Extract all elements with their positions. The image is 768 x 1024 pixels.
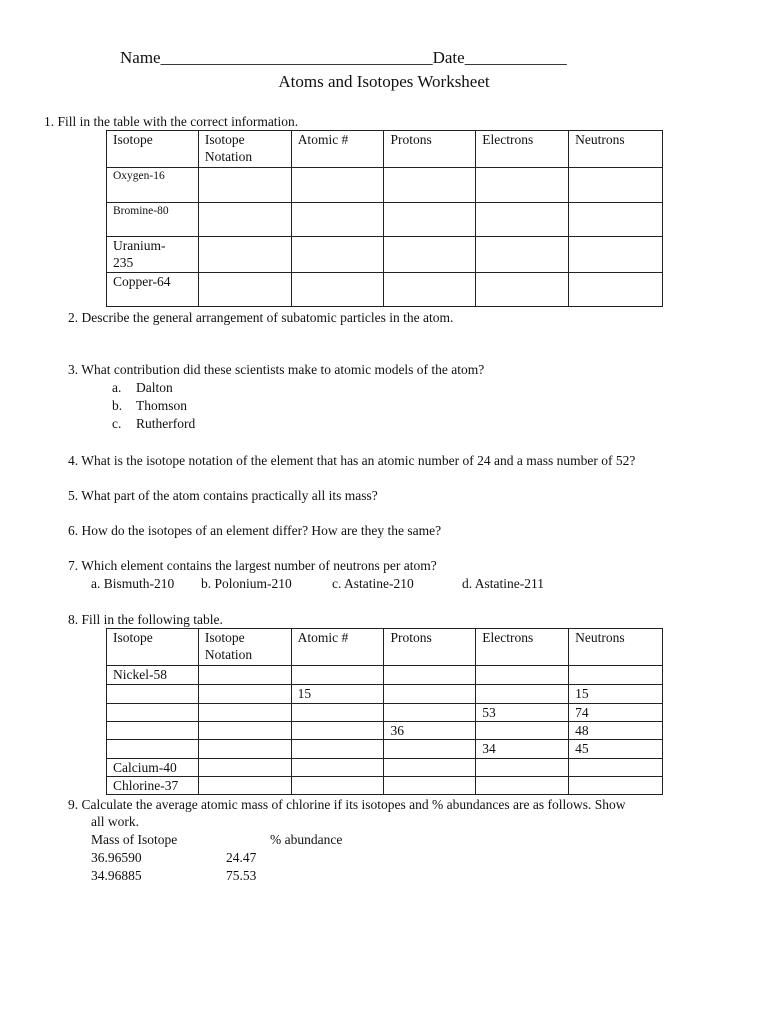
table-row <box>107 740 663 759</box>
answer-cell[interactable] <box>291 168 384 203</box>
question-1: 1. Fill in the table with the correct information. <box>44 114 299 129</box>
col-header-isotope-notation <box>198 131 291 168</box>
cell: 15 <box>291 685 384 704</box>
answer-cell[interactable] <box>291 237 384 273</box>
table-row <box>107 273 663 307</box>
question-7: 7. Which element contains the largest number of neutrons per atom? <box>68 558 437 573</box>
cell[interactable] <box>291 759 384 777</box>
q3-option-c: Rutherford <box>136 416 196 431</box>
row-label-uranium-235-text: Uranium- 235 <box>113 238 166 270</box>
table-row <box>107 777 663 795</box>
cell[interactable] <box>291 666 384 685</box>
isotope-table-1 <box>106 130 663 307</box>
question-8: 8. Fill in the following table. <box>68 612 223 627</box>
col-header-isotope: Isotope <box>107 131 199 168</box>
page-title: Atoms and Isotopes Worksheet <box>278 72 490 91</box>
name-date-line <box>120 48 567 68</box>
answer-cell[interactable] <box>476 237 569 273</box>
col-header-atomic-number: Atomic # <box>291 629 384 666</box>
table-header-row <box>107 131 663 168</box>
cell: 48 <box>569 722 663 740</box>
table-header-row <box>107 629 663 666</box>
question-2: 2. Describe the general arrangement of subatomic particles in the atom. <box>68 310 454 325</box>
cell[interactable] <box>384 740 476 759</box>
col-header-electrons: Electrons <box>476 629 569 666</box>
cell[interactable] <box>384 759 476 777</box>
cell[interactable] <box>291 722 384 740</box>
cell[interactable] <box>476 722 569 740</box>
q3-option-b: Thomson <box>136 398 188 413</box>
cell[interactable] <box>198 759 291 777</box>
cell[interactable] <box>476 759 569 777</box>
name-blank[interactable]: ________________________________ <box>160 48 433 67</box>
table-row <box>107 237 663 273</box>
cell[interactable] <box>198 685 291 704</box>
mass-column-header: Mass of Isotope <box>91 832 178 847</box>
answer-cell[interactable] <box>569 237 663 273</box>
question-5: 5. What part of the atom contains practically all its mass? <box>68 488 378 503</box>
table-row <box>107 685 663 704</box>
cell[interactable] <box>291 704 384 722</box>
q7-choice-a: a. Bismuth-210 <box>91 576 175 591</box>
cell[interactable] <box>198 666 291 685</box>
answer-cell[interactable] <box>384 273 476 307</box>
answer-cell[interactable] <box>476 273 569 307</box>
q3-option-b-letter: b. <box>112 398 123 413</box>
cell: Calcium-40 <box>107 759 199 777</box>
q3-option-a: Dalton <box>136 380 173 395</box>
question-3: 3. What contribution did these scientists make to atomic models of the atom? <box>68 362 485 377</box>
table-row <box>107 704 663 722</box>
col-header-electrons: Electrons <box>476 131 569 168</box>
answer-cell[interactable] <box>198 237 291 273</box>
q7-choice-c: c. Astatine-210 <box>332 576 414 591</box>
answer-cell[interactable] <box>476 168 569 203</box>
col-header-protons: Protons <box>384 629 476 666</box>
cell[interactable] <box>569 777 663 795</box>
cell[interactable] <box>384 704 476 722</box>
q7-choice-b: b. Polonium-210 <box>201 576 292 591</box>
isotope-table-2 <box>106 628 663 795</box>
col-header-isotope-notation-text: Isotope Notation <box>204 132 253 164</box>
table-row <box>107 722 663 740</box>
date-blank[interactable]: ____________ <box>464 48 567 67</box>
cell[interactable] <box>384 777 476 795</box>
cell: 53 <box>476 704 569 722</box>
cell[interactable] <box>476 777 569 795</box>
col-header-protons: Protons <box>384 131 476 168</box>
cell: 15 <box>569 685 663 704</box>
cell[interactable] <box>476 685 569 704</box>
col-header-neutrons: Neutrons <box>569 131 663 168</box>
cell[interactable] <box>291 777 384 795</box>
col-header-neutrons: Neutrons <box>569 629 663 666</box>
cell[interactable] <box>198 777 291 795</box>
cell[interactable] <box>384 685 476 704</box>
answer-cell[interactable] <box>384 168 476 203</box>
question-9-line-2: all work. <box>91 814 139 829</box>
answer-cell[interactable] <box>291 203 384 237</box>
cell: Nickel-58 <box>107 666 199 685</box>
col-header-isotope-notation-text: Isotope Notation <box>204 630 253 662</box>
cell: 34 <box>476 740 569 759</box>
cell[interactable] <box>384 666 476 685</box>
col-header-isotope-notation <box>198 629 291 666</box>
answer-cell[interactable] <box>384 203 476 237</box>
row-label-copper-64: Copper-64 <box>107 273 199 307</box>
cell[interactable] <box>107 740 199 759</box>
date-label: Date <box>432 48 465 67</box>
abundance-column-header: % abundance <box>270 832 343 847</box>
table-row <box>107 168 663 203</box>
cell[interactable] <box>198 740 291 759</box>
row-label-uranium-235 <box>107 237 199 273</box>
question-4: 4. What is the isotope notation of the element that has an atomic number of 24 and a mass number of 52? <box>68 453 636 468</box>
col-header-atomic-number: Atomic # <box>291 131 384 168</box>
answer-cell[interactable] <box>198 273 291 307</box>
q3-option-c-letter: c. <box>112 416 122 431</box>
cell[interactable] <box>107 722 199 740</box>
row-label-oxygen-16: Oxygen-16 <box>107 168 199 203</box>
answer-cell[interactable] <box>569 203 663 237</box>
cell[interactable] <box>291 740 384 759</box>
row-label-bromine-80: Bromine-80 <box>107 203 199 237</box>
cell[interactable] <box>107 704 199 722</box>
table-row <box>107 203 663 237</box>
table-row <box>107 666 663 685</box>
question-9-line-1: 9. Calculate the average atomic mass of chlorine if its isotopes and % abundances are as follows. Show <box>68 797 626 812</box>
question-6: 6. How do the isotopes of an element differ? How are they the same? <box>68 523 442 538</box>
abundance-value: 75.53 <box>226 868 257 883</box>
q3-option-a-letter: a. <box>112 380 122 395</box>
mass-value: 36.96590 <box>91 850 142 865</box>
cell[interactable] <box>569 759 663 777</box>
cell[interactable] <box>476 666 569 685</box>
cell[interactable] <box>198 722 291 740</box>
answer-cell[interactable] <box>198 203 291 237</box>
q7-choice-d: d. Astatine-211 <box>462 576 544 591</box>
abundance-value: 24.47 <box>226 850 257 865</box>
col-header-isotope: Isotope <box>107 629 199 666</box>
cell[interactable] <box>107 685 199 704</box>
answer-cell[interactable] <box>569 273 663 307</box>
name-label: Name <box>120 48 161 67</box>
answer-cell[interactable] <box>291 273 384 307</box>
answer-cell[interactable] <box>569 168 663 203</box>
cell: Chlorine-37 <box>107 777 199 795</box>
cell: 36 <box>384 722 476 740</box>
table-row <box>107 759 663 777</box>
answer-cell[interactable] <box>198 168 291 203</box>
cell: 74 <box>569 704 663 722</box>
cell[interactable] <box>569 666 663 685</box>
cell: 45 <box>569 740 663 759</box>
answer-cell[interactable] <box>384 237 476 273</box>
cell[interactable] <box>198 704 291 722</box>
mass-value: 34.96885 <box>91 868 142 883</box>
answer-cell[interactable] <box>476 203 569 237</box>
